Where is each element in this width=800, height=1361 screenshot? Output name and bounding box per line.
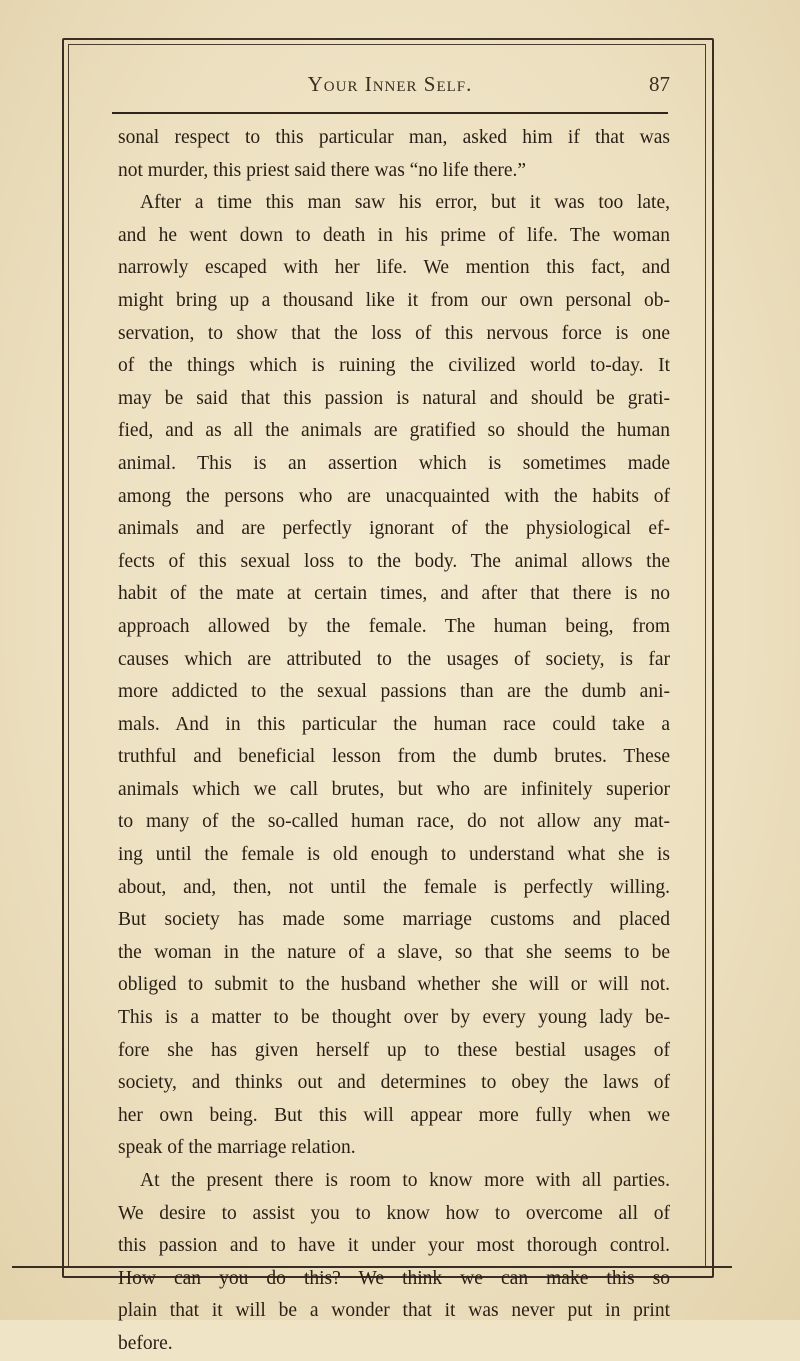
text-line: plain that it will be a wonder that it was never put in print: [118, 1300, 670, 1322]
text-line: truthful and beneficial lesson from the dumb brutes. These: [118, 746, 670, 768]
text-line: might bring up a thousand like it from our own personal ob-: [118, 289, 670, 311]
text-line: animal. This is an assertion which is sometimes made: [118, 452, 670, 474]
text-line: At the present there is room to know more with all parties.: [140, 1170, 670, 1191]
text-line: society, and thinks out and determines to obey the laws of: [118, 1072, 670, 1094]
text-line: animals which we call brutes, but who are infinitely superior: [118, 778, 670, 800]
page-header: [110, 72, 670, 102]
text-line: habit of the mate at certain times, and after that there is no: [118, 583, 670, 605]
text-line: sonal respect to this particular man, asked him if that was: [118, 127, 670, 148]
text-line: After a time this man saw his error, but it was too late,: [140, 192, 670, 214]
text-line: We desire to assist you to know how to overcome all of: [118, 1202, 670, 1224]
text-line: more addicted to the sexual passions than are the dumb ani-: [118, 681, 670, 703]
text-line: among the persons who are unacquainted with the habits of: [118, 485, 670, 507]
text-line: speak of the marriage relation.: [118, 1137, 356, 1159]
text-line: before.: [118, 1332, 173, 1354]
text-line: fects of this sexual loss to the body. The animal allows the: [118, 550, 670, 572]
text-line: and he went down to death in his prime of life. The woman: [118, 224, 670, 246]
text-line: this passion and to have it under your most thorough control.: [118, 1235, 670, 1257]
text-line: ing until the female is old enough to understand what she is: [118, 844, 670, 866]
text-line: approach allowed by the female. The human being, from: [118, 615, 670, 637]
running-head: Your Inner Self.: [307, 72, 473, 96]
text-line: about, and, then, not until the female is perfectly willing.: [118, 876, 670, 898]
text-line: servation, to show that the loss of this nervous force is one: [118, 322, 670, 344]
page-number: 87: [649, 72, 670, 96]
header-rule: [112, 112, 668, 114]
text-line: to many of the so-called human race, do not allow any mat-: [118, 811, 670, 833]
text-line: her own being. But this will appear more fully when we: [118, 1104, 670, 1126]
text-line: animals and are perfectly ignorant of the physiological ef-: [118, 518, 670, 540]
text-line: This is a matter to be thought over by every young lady be-: [118, 1007, 670, 1029]
text-line: obliged to submit to the husband whether she will or will not.: [118, 974, 670, 996]
text-line: But society has made some marriage customs and placed: [118, 909, 670, 931]
text-line: not murder, this priest said there was “no life there.”: [118, 159, 527, 181]
text-line: may be said that this passion is natural and should be grati-: [118, 387, 670, 409]
body-text: [118, 122, 670, 1361]
text-line: causes which are attributed to the usages of society, is far: [118, 648, 670, 670]
text-line: the woman in the nature of a slave, so that she seems to be: [118, 941, 670, 963]
text-line: of the things which is ruining the civilized world to-day. It: [118, 355, 670, 377]
text-line: narrowly escaped with her life. We mention this fact, and: [118, 257, 670, 279]
text-line: mals. And in this particular the human race could take a: [118, 713, 670, 735]
text-line: How can you do this? We think we can make this so: [118, 1267, 670, 1289]
text-line: fied, and as all the animals are gratified so should the human: [118, 420, 670, 442]
text-line: fore she has given herself up to these bestial usages of: [118, 1039, 670, 1061]
